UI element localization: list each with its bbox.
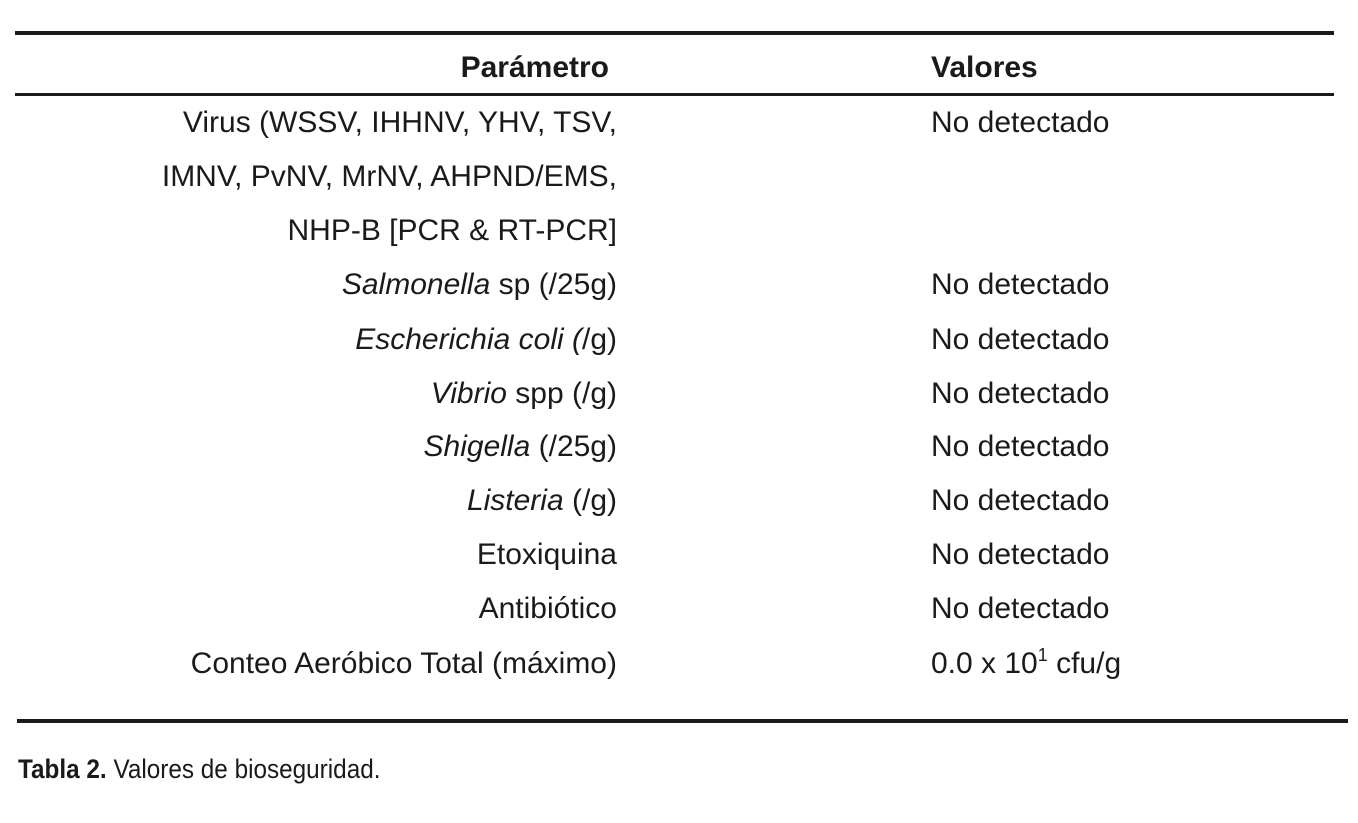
value-listeria: No detectado — [931, 484, 1110, 517]
parameter-antibiotico: Antibiótico — [478, 592, 617, 625]
parameter-salmonella-rest: sp (/25g) — [490, 268, 617, 301]
value-etoxiquina: No detectado — [931, 538, 1110, 571]
value-antibiotico: No detectado — [931, 592, 1110, 625]
parameter-listeria — [467, 481, 617, 521]
value-vibrio: No detectado — [931, 377, 1110, 410]
parameter-listeria-italic: Listeria — [466, 484, 564, 517]
table-bottom-rule — [17, 719, 1348, 723]
caption-label: Tabla 2. — [18, 754, 107, 784]
parameter-etoxiquina: Etoxiquina — [476, 538, 617, 571]
parameter-shigella-italic: Shigella — [423, 430, 531, 463]
parameter-vibrio-rest: spp (/g) — [506, 377, 617, 410]
value-virus: No detectado — [931, 106, 1110, 139]
parameter-virus-line-2: IMNV, PvNV, MrNV, AHPND/EMS, — [161, 160, 617, 193]
table-top-rule — [15, 31, 1334, 35]
parameter-vibrio-italic: Vibrio — [430, 377, 507, 410]
value-shigella: No detectado — [931, 430, 1110, 463]
parameter-salmonella — [342, 265, 617, 305]
value-escherichia-coli: No detectado — [931, 323, 1110, 356]
value-conteo-unit: cfu/g — [1047, 647, 1122, 680]
parameter-virus-line-1: Virus (WSSV, IHHNV, YHV, TSV, — [182, 106, 617, 139]
parameter-escherichia-coli — [355, 320, 617, 360]
column-header-values: Valores — [931, 51, 1038, 84]
value-salmonella: No detectado — [931, 268, 1110, 301]
parameter-shigella-rest: (/25g) — [530, 430, 617, 463]
table-caption — [18, 750, 380, 788]
value-conteo-aerobico — [931, 644, 1121, 684]
column-header-parameter: Parámetro — [460, 51, 609, 84]
parameter-escherichia-coli-italic: Escherichia coli ( — [355, 323, 582, 356]
parameter-shigella — [424, 427, 617, 467]
value-conteo-base: 0.0 x 10 — [931, 647, 1038, 680]
value-conteo-exponent: 1 — [1037, 645, 1048, 665]
table-header-rule — [15, 93, 1334, 96]
parameter-escherichia-coli-rest: /g) — [581, 323, 617, 356]
parameter-vibrio — [431, 374, 617, 414]
parameter-virus-line-3: NHP-B [PCR & RT-PCR] — [287, 214, 617, 247]
parameter-listeria-rest: (/g) — [563, 484, 617, 517]
caption-text: Valores de bioseguridad. — [106, 754, 381, 784]
parameter-conteo-aerobico: Conteo Aeróbico Total (máximo) — [190, 647, 617, 680]
parameter-salmonella-italic: Salmonella — [341, 268, 491, 301]
